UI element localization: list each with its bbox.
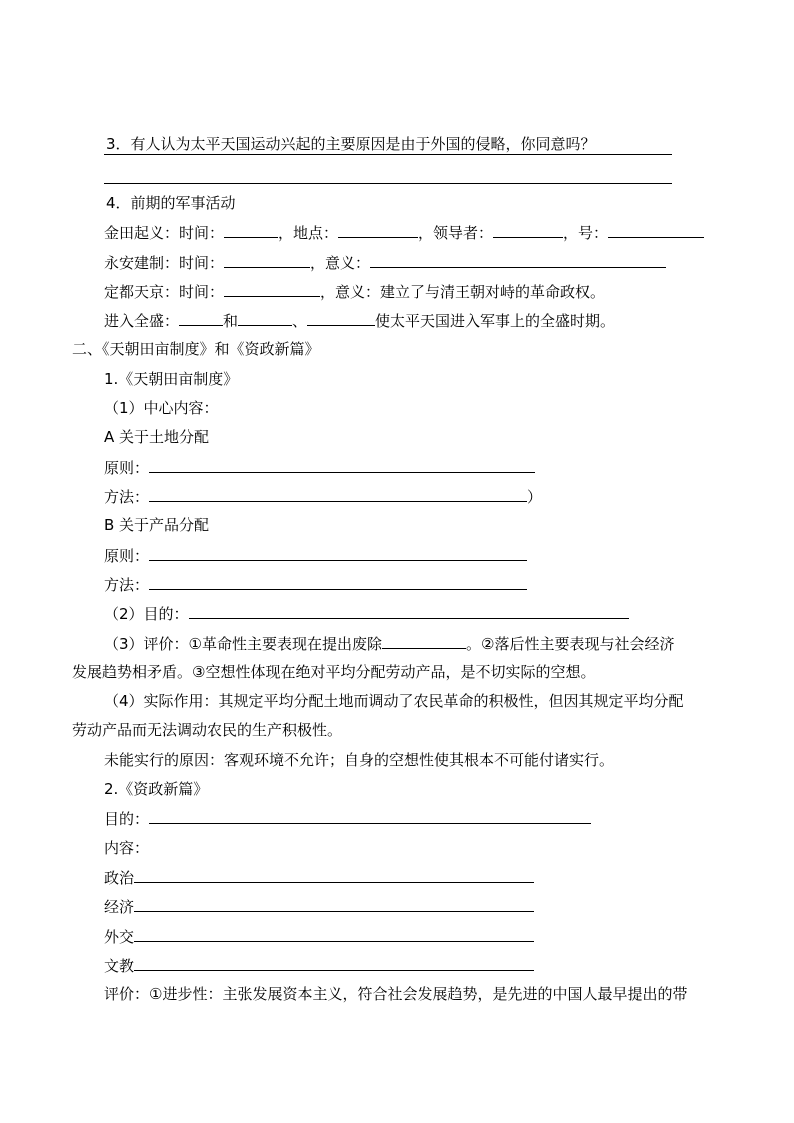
yongan-row	[104, 252, 666, 272]
blank-time[interactable]	[224, 222, 278, 238]
question-3: 3．有人认为太平天国运动兴起的主要原因是由于外国的侵略，你同意吗？	[106, 135, 596, 153]
sep-meaning: ，意义：	[310, 254, 371, 272]
culture-label: 文教	[104, 957, 135, 975]
product-principle-row	[104, 545, 527, 565]
diplomacy-label: 外交	[104, 928, 135, 946]
blank-culture[interactable]	[134, 955, 534, 971]
actual-effect-line-2: 劳动产品而无法调动农民的生产积极性。	[72, 721, 343, 739]
jintian-row	[104, 222, 704, 242]
answer-line[interactable]	[104, 183, 672, 184]
zizheng-evaluation: 评价：①进步性：主张发展资本主义，符合社会发展趋势，是先进的中国人最早提出的带	[104, 985, 688, 1003]
actual-effect-line-1: （4）实际作用：其规定平均分配土地而调动了农民革命的积极性，但因其规定平均分配	[104, 692, 684, 710]
purpose-row	[104, 603, 629, 623]
evaluation-pre: （3）评价：①革命性主要表现在提出废除	[104, 635, 382, 653]
blank-purpose[interactable]	[189, 603, 629, 619]
blank-principle[interactable]	[149, 545, 527, 561]
tianjing-meaning: 建立了与清王朝对峙的革命政权。	[380, 283, 606, 301]
blank-time[interactable]	[224, 252, 310, 268]
land-distribution-title: A 关于土地分配	[104, 428, 210, 446]
principle-label: 原则：	[104, 547, 150, 565]
quansheng-label: 进入全盛：	[104, 312, 180, 330]
blank-meaning[interactable]	[370, 252, 666, 268]
blank-leader[interactable]	[493, 222, 563, 238]
jintian-label: 金田起义：时间：	[104, 224, 225, 242]
method-label: 方法：	[104, 488, 150, 506]
s1-title: 1.《天朝田亩制度》	[104, 370, 239, 388]
politics-label: 政治	[104, 869, 135, 887]
quansheng-text: 使太平天国进入军事上的全盛时期。	[375, 312, 616, 330]
blank-diplomacy[interactable]	[134, 926, 534, 942]
method-label: 方法：	[104, 576, 150, 594]
economy-row	[104, 896, 534, 916]
sep-leader: ，领导者：	[418, 224, 494, 242]
center-content: （1）中心内容：	[104, 399, 219, 417]
blank-principle[interactable]	[149, 457, 535, 473]
evaluation-line-2: 发展趋势相矛盾。③空想性体现在绝对平均分配劳动产品，是不切实际的空想。	[72, 663, 596, 681]
blank-battle-1[interactable]	[179, 310, 223, 326]
politics-row	[104, 867, 534, 887]
answer-line[interactable]	[104, 154, 672, 155]
blank-method[interactable]	[149, 486, 527, 502]
question-4-title: 4．前期的军事活动	[106, 194, 236, 212]
zizheng-purpose-row	[104, 808, 591, 828]
product-distribution-title: B 关于产品分配	[104, 516, 210, 534]
section-2-title: 二、《天朝田亩制度》和《资政新篇》	[72, 340, 320, 358]
tianjing-row	[104, 281, 605, 301]
principle-label: 原则：	[104, 459, 150, 477]
purpose-label: （2）目的：	[104, 605, 189, 623]
culture-row	[104, 955, 534, 975]
method-paren: ）	[527, 488, 543, 506]
blank-title[interactable]	[608, 222, 704, 238]
blank-battle-2[interactable]	[238, 310, 292, 326]
product-method-row	[104, 574, 527, 594]
land-principle-row	[104, 457, 535, 477]
blank-method[interactable]	[149, 574, 527, 590]
purpose-label: 目的：	[104, 810, 150, 828]
sep-location: ，地点：	[278, 224, 339, 242]
failure-reason: 未能实行的原因：客观环境不允许；自身的空想性使其根本不可能付诸实行。	[104, 751, 615, 769]
blank-politics[interactable]	[134, 867, 534, 883]
economy-label: 经济	[104, 898, 135, 916]
blank-time[interactable]	[224, 281, 320, 297]
tianjing-label: 定都天京：时间：	[104, 283, 225, 301]
blank-location[interactable]	[338, 222, 418, 238]
blank-battle-3[interactable]	[307, 310, 375, 326]
yongan-label: 永安建制：时间：	[104, 254, 225, 272]
blank-purpose[interactable]	[149, 808, 591, 824]
sep-and: 和	[223, 312, 239, 330]
evaluation-post: 。②落后性主要表现与社会经济	[466, 635, 675, 653]
land-method-row	[104, 486, 542, 506]
evaluation-row	[104, 633, 674, 653]
s2-title: 2.《资政新篇》	[104, 780, 209, 798]
blank-abolish[interactable]	[382, 633, 466, 649]
content-label: 内容：	[104, 839, 150, 857]
sep-title: ，号：	[563, 224, 609, 242]
sep-meaning: ，意义：	[320, 283, 381, 301]
sep-comma: 、	[292, 312, 308, 330]
diplomacy-row	[104, 926, 534, 946]
quansheng-row	[104, 310, 615, 330]
blank-economy[interactable]	[134, 896, 534, 912]
